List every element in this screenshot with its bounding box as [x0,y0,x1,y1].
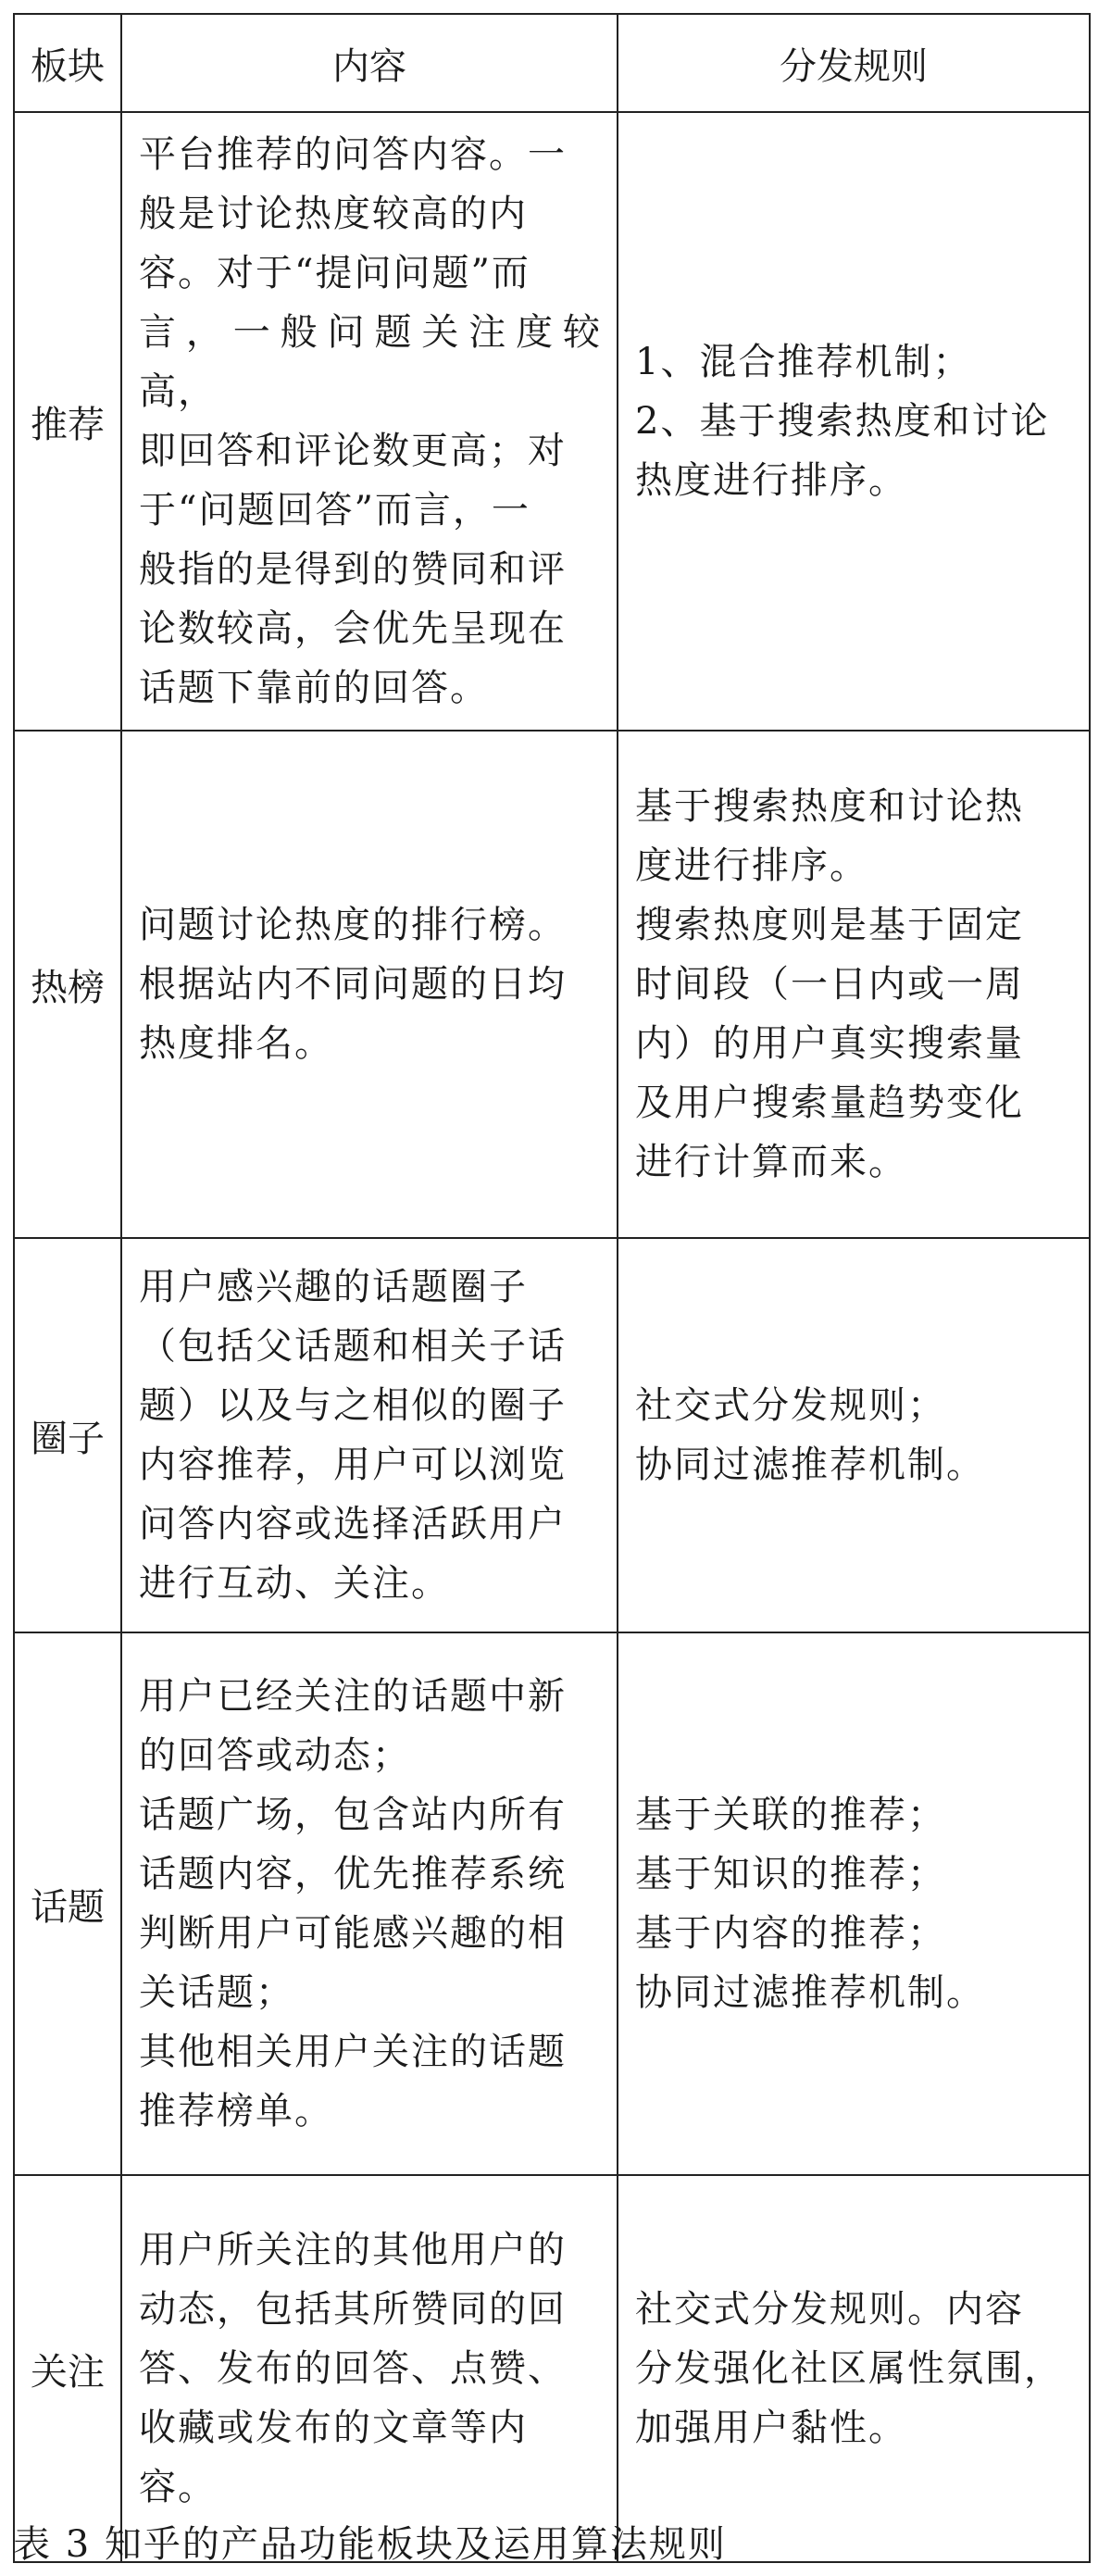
rule-line: 基于内容的推荐； [635,1912,946,1955]
content-line: 话题内容，优先推荐系统 [139,1853,567,1895]
content-cell [121,112,618,731]
content-line: 话题广场，包含站内所有 [139,1794,567,1836]
content-line: 话题下靠前的回答。 [139,667,489,709]
table-header-row [14,14,1090,112]
table-row [14,1238,1090,1632]
section-cell: 圈子 [14,1238,121,1632]
rule-line: 2、基于搜索热度和讨论 [635,400,1050,443]
rule-line: 热度进行排序。 [635,459,907,502]
content-line: 用户感兴趣的话题圈子 [139,1266,528,1308]
rule-line: 加强用户黏性。 [635,2407,907,2449]
content-line: 内容推荐，用户可以浏览 [139,1444,567,1486]
content-line: 于“问题回答”而言，一 [139,489,531,531]
rule-cell [618,2175,1090,2562]
content-line: 论数较高，会优先呈现在 [139,607,567,650]
rule-line: 基于关联的推荐； [635,1794,946,1836]
algorithm-rules-table [13,13,1091,2563]
content-line: 答、发布的回答、点赞、 [139,2347,567,2390]
header-section: 板块 [14,14,121,112]
content-cell [121,1238,618,1632]
rule-line: 进行计算而来。 [635,1141,907,1183]
rule-line: 社交式分发规则； [635,1384,946,1427]
content-line: 问题讨论热度的排行榜。 [139,904,567,946]
content-line: 的回答或动态； [139,1734,411,1777]
rule-cell [618,1238,1090,1632]
content-line: 进行互动、关注。 [139,1562,450,1605]
table-caption: 表 3 知乎的产品功能板块及运用算法规则 [13,2523,727,2566]
rule-line: 协同过滤推荐机制。 [635,1444,985,1486]
section-cell: 关注 [14,2175,121,2562]
rule-cell [618,1632,1090,2175]
content-cell [121,2175,618,2562]
rule-line: 基于知识的推荐； [635,1853,946,1895]
content-line: 问答内容或选择活跃用户 [139,1503,567,1545]
content-line: 题）以及与之相似的圈子 [139,1384,567,1427]
content-line: 热度排名。 [139,1022,333,1065]
content-line: 用户所关注的其他用户的 [139,2229,567,2271]
rule-line: 搜索热度则是基于固定 [635,904,1024,946]
content-line: 关话题； [139,1971,294,2014]
header-content: 内容 [121,14,618,112]
table-row [14,731,1090,1238]
section-cell: 热榜 [14,731,121,1238]
header-rule: 分发规则 [618,14,1090,112]
rule-cell [618,731,1090,1238]
content-line: 即回答和评论数更高；对 [139,430,567,472]
content-line: 推荐榜单。 [139,2090,333,2132]
content-line: 般指的是得到的赞同和评 [139,548,567,591]
content-cell [121,1632,618,2175]
rule-line: 度进行排序。 [635,844,868,887]
content-line: 动态，包括其所赞同的回 [139,2288,567,2331]
content-line: 容。 [139,2466,217,2508]
rule-line: 及用户搜索量趋势变化 [635,1082,1024,1124]
rule-line: 社交式分发规则。内容 [635,2288,1024,2331]
section-cell: 话题 [14,1632,121,2175]
rule-line: 协同过滤推荐机制。 [635,1971,985,2014]
rule-cell [618,112,1090,731]
content-cell [121,731,618,1238]
content-line: 收藏或发布的文章等内 [139,2407,528,2449]
rule-line: 时间段（一日内或一周 [635,963,1024,1006]
table-row [14,1632,1090,2175]
rule-line: 1、混合推荐机制； [635,341,972,383]
content-line: 用户已经关注的话题中新 [139,1675,567,1718]
rule-line: 基于搜索热度和讨论热 [635,785,1024,828]
rule-line: 分发强化社区属性氛围， [635,2347,1063,2390]
content-line: （包括父话题和相关子话 [139,1325,567,1368]
content-line: 言，一般问题关注度较高， [139,311,602,413]
content-line: 判断用户可能感兴趣的相 [139,1912,567,1955]
table-row [14,2175,1090,2562]
content-line: 根据站内不同问题的日均 [139,963,567,1006]
content-line: 其他相关用户关注的话题 [139,2031,567,2073]
content-line: 般是讨论热度较高的内 [139,193,528,235]
section-cell: 推荐 [14,112,121,731]
content-line: 平台推荐的问答内容。一 [139,133,567,176]
table-row [14,112,1090,731]
content-line: 容。对于“提问问题”而 [139,252,531,294]
rule-line: 内）的用户真实搜索量 [635,1022,1024,1065]
